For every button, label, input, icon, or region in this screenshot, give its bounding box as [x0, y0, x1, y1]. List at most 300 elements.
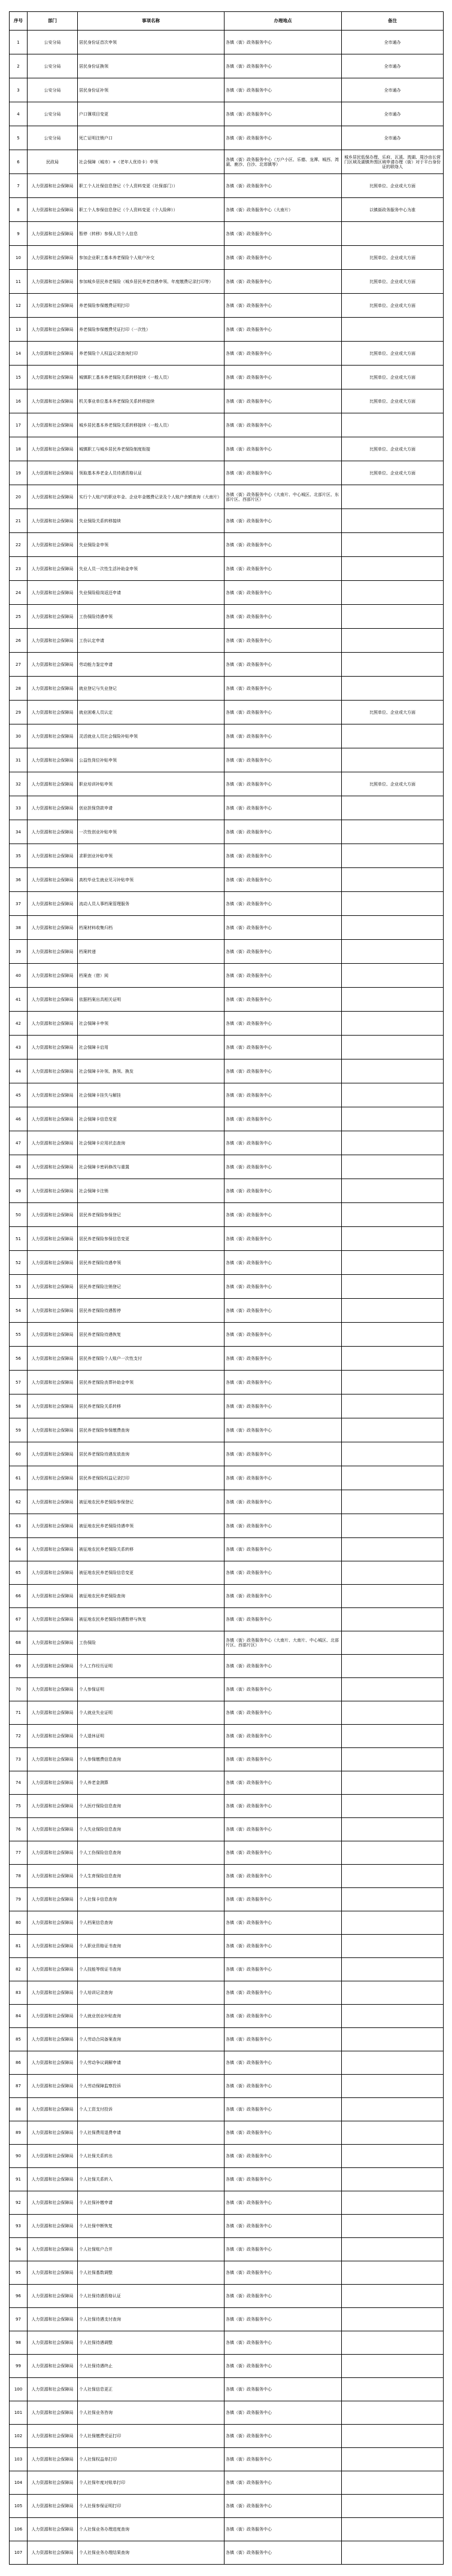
cell-dept: 人力资源和社会保障局: [28, 988, 78, 1012]
cell-no: 103: [10, 2448, 28, 2471]
cell-item-name: 被征地农民养老保险关系转移: [78, 1538, 225, 1561]
table-row: [10, 1655, 444, 1678]
cell-no: 94: [10, 2238, 28, 2261]
cell-location: 各镇（街）政务服务中心: [225, 31, 342, 54]
cell-note: [342, 1203, 444, 1227]
cell-item-name: 个人社保参保证明打印: [78, 2495, 225, 2518]
cell-note: [342, 1251, 444, 1275]
cell-no: 55: [10, 1323, 28, 1347]
cell-item-name: 被征地农民养老保险参保登记: [78, 1490, 225, 1514]
cell-note: [342, 509, 444, 533]
table-row: [10, 2518, 444, 2541]
cell-no: 38: [10, 916, 28, 940]
cell-dept: 人力资源和社会保障局: [28, 2215, 78, 2238]
table-row: [10, 366, 444, 389]
cell-note: [342, 629, 444, 653]
cell-note: [342, 1631, 444, 1655]
cell-no: 9: [10, 222, 28, 246]
cell-note: 以镇街政务服务中心为准: [342, 198, 444, 222]
table-row: [10, 1841, 444, 1865]
cell-no: 95: [10, 2261, 28, 2285]
table-row: [10, 2028, 444, 2051]
cell-dept: 人力资源和社会保障局: [28, 437, 78, 461]
table-row: [10, 940, 444, 964]
table-row: [10, 1227, 444, 1251]
cell-dept: 人力资源和社会保障局: [28, 940, 78, 964]
cell-location: 各镇（街）政务服务中心: [225, 1275, 342, 1299]
cell-note: 比照单位、企业或大方面: [342, 246, 444, 270]
cell-note: [342, 2471, 444, 2495]
table-row: [10, 78, 444, 102]
table-row: [10, 1203, 444, 1227]
cell-note: [342, 724, 444, 748]
table-row: [10, 748, 444, 772]
cell-item-name: 居民养老保险待遇暂停: [78, 1299, 225, 1323]
cell-dept: 人力资源和社会保障局: [28, 1418, 78, 1442]
cell-item-name: 被征地农民养老保险待遇暂停与恢复: [78, 1608, 225, 1631]
cell-item-name: 城乡居民基本养老保险关系转移接续（一般人员）: [78, 413, 225, 437]
cell-item-name: 个人档案信息查询: [78, 1911, 225, 1935]
cell-item-name: 城镇职工与城乡居民养老保险制度衔接: [78, 437, 225, 461]
cell-no: 75: [10, 1795, 28, 1818]
cell-dept: 人力资源和社会保障局: [28, 1394, 78, 1418]
table-row: [10, 1131, 444, 1155]
cell-dept: 人力资源和社会保障局: [28, 246, 78, 270]
table-row: [10, 581, 444, 605]
cell-dept: 人力资源和社会保障局: [28, 2145, 78, 2168]
cell-no: 64: [10, 1538, 28, 1561]
cell-item-name: 个人社保费用退费申请: [78, 2121, 225, 2145]
cell-location: 各镇（街）政务服务中心: [225, 653, 342, 677]
table-row: [10, 916, 444, 940]
cell-no: 34: [10, 820, 28, 844]
cell-item-name: 失业保险稳岗返还申请: [78, 581, 225, 605]
cell-no: 37: [10, 892, 28, 916]
table-row: [10, 796, 444, 820]
cell-no: 101: [10, 2401, 28, 2425]
cell-dept: 人力资源和社会保障局: [28, 2261, 78, 2285]
cell-note: [342, 485, 444, 509]
table-row: [10, 988, 444, 1012]
cell-location: 各镇（街）政务服务中心: [225, 2495, 342, 2518]
cell-no: 85: [10, 2028, 28, 2051]
cell-dept: 人力资源和社会保障局: [28, 1608, 78, 1631]
cell-note: [342, 2005, 444, 2028]
cell-location: 各镇（街）政务服务中心: [225, 102, 342, 126]
table-row: [10, 533, 444, 557]
cell-item-name: 个人参保证明: [78, 1678, 225, 1701]
cell-note: 比照单位、企业或大方面: [342, 389, 444, 413]
table-row: [10, 270, 444, 294]
cell-item-name: 居民养老保险待遇恢复: [78, 1323, 225, 1347]
cell-location: 各镇（街）政务服务中心: [225, 1418, 342, 1442]
cell-dept: 人力资源和社会保障局: [28, 1323, 78, 1347]
cell-dept: 公安分局: [28, 78, 78, 102]
cell-note: [342, 1107, 444, 1131]
cell-location: 各镇（街）政务服务中心: [225, 940, 342, 964]
cell-dept: 人力资源和社会保障局: [28, 2238, 78, 2261]
cell-location: 各镇（街）政务服务中心: [225, 1701, 342, 1725]
cell-note: [342, 2238, 444, 2261]
cell-location: 各镇（街）政务服务中心: [225, 1818, 342, 1841]
cell-no: 26: [10, 629, 28, 653]
cell-item-name: 公益性岗位补贴申领: [78, 748, 225, 772]
cell-item-name: 居民身份证补领: [78, 78, 225, 102]
cell-dept: 人力资源和社会保障局: [28, 1958, 78, 1981]
cell-item-name: 养老保险参保缴费证明打印: [78, 294, 225, 318]
cell-item-name: 居民身份证换领: [78, 54, 225, 78]
cell-dept: 人力资源和社会保障局: [28, 1538, 78, 1561]
cell-location: 各镇（街）政务服务中心: [225, 677, 342, 701]
table-row: [10, 1888, 444, 1911]
cell-dept: 人力资源和社会保障局: [28, 1131, 78, 1155]
cell-no: 35: [10, 844, 28, 868]
table-row: [10, 461, 444, 485]
cell-no: 7: [10, 174, 28, 198]
cell-note: [342, 796, 444, 820]
cell-item-name: 个人社保待遇支付查询: [78, 2308, 225, 2331]
cell-item-name: 个人医疗保险信息查询: [78, 1795, 225, 1818]
cell-location: 各镇（街）政务服务中心: [225, 270, 342, 294]
cell-location: 各镇（街）政务服务中心: [225, 629, 342, 653]
table-row: [10, 1818, 444, 1841]
cell-location: 各镇（街）政务服务中心: [225, 1725, 342, 1748]
cell-location: 各镇（街）政务服务中心: [225, 2075, 342, 2098]
cell-item-name: 个人劳动保障监察投诉: [78, 2075, 225, 2098]
cell-location: 各镇（街）政务服务中心: [225, 796, 342, 820]
table-row: [10, 2191, 444, 2215]
cell-no: 98: [10, 2331, 28, 2355]
cell-note: [342, 677, 444, 701]
cell-location: 各镇（街）政务服务中心（大南片、大南片、中心城区、北部片区、西部片区）: [225, 1631, 342, 1655]
cell-no: 49: [10, 1179, 28, 1203]
cell-note: [342, 1012, 444, 1036]
cell-location: 各镇（街）政务服务中心: [225, 772, 342, 796]
table-row: [10, 1036, 444, 1059]
cell-item-name: 求职创业补贴申领: [78, 844, 225, 868]
cell-dept: 人力资源和社会保障局: [28, 1203, 78, 1227]
cell-note: [342, 2355, 444, 2378]
cell-location: 各镇（街）政务服务中心: [225, 2028, 342, 2051]
cell-item-name: 死亡证明注销户口: [78, 126, 225, 150]
cell-dept: 人力资源和社会保障局: [28, 2005, 78, 2028]
cell-item-name: 创业担保贷款申请: [78, 796, 225, 820]
table-row: [10, 1107, 444, 1131]
cell-no: 63: [10, 1514, 28, 1538]
cell-location: 各镇（街）政务服务中心: [225, 1585, 342, 1608]
cell-dept: 人力资源和社会保障局: [28, 1275, 78, 1299]
cell-dept: 人力资源和社会保障局: [28, 2098, 78, 2121]
cell-no: 71: [10, 1701, 28, 1725]
cell-location: 各镇（街）政务服务中心: [225, 868, 342, 892]
cell-note: 比照单位、企业或大方面: [342, 174, 444, 198]
cell-dept: 人力资源和社会保障局: [28, 342, 78, 366]
cell-location: 各镇（街）政务服务中心: [225, 1608, 342, 1631]
cell-dept: 公安分局: [28, 102, 78, 126]
cell-note: [342, 1347, 444, 1371]
table-row: [10, 1155, 444, 1179]
table-row: [10, 2145, 444, 2168]
table-row: [10, 150, 444, 174]
table-row: [10, 1394, 444, 1418]
cell-no: 54: [10, 1299, 28, 1323]
table-row: [10, 174, 444, 198]
cell-no: 21: [10, 509, 28, 533]
cell-dept: 人力资源和社会保障局: [28, 1012, 78, 1036]
cell-no: 86: [10, 2051, 28, 2075]
table-row: [10, 413, 444, 437]
cell-note: [342, 1561, 444, 1585]
cell-dept: 人力资源和社会保障局: [28, 1561, 78, 1585]
cell-dept: 人力资源和社会保障局: [28, 389, 78, 413]
cell-item-name: 居民养老保险权益记录打印: [78, 1466, 225, 1490]
cell-dept: 人力资源和社会保障局: [28, 892, 78, 916]
cell-item-name: 就业登记与失业登记: [78, 677, 225, 701]
cell-note: 全市通办: [342, 78, 444, 102]
cell-dept: 人力资源和社会保障局: [28, 1935, 78, 1958]
table-row: [10, 437, 444, 461]
cell-note: [342, 2308, 444, 2331]
cell-note: [342, 1371, 444, 1394]
cell-location: 各镇（街）政务服务中心: [225, 389, 342, 413]
cell-location: 各镇（街）政务服务中心: [225, 1059, 342, 1083]
cell-item-name: 个人工作经历证明: [78, 1655, 225, 1678]
cell-location: 各镇（街）政务服务中心: [225, 1678, 342, 1701]
cell-note: [342, 1795, 444, 1818]
cell-note: [342, 1865, 444, 1888]
cell-dept: 人力资源和社会保障局: [28, 2028, 78, 2051]
table-row: [10, 1795, 444, 1818]
cell-location: 各镇（街）政务服务中心: [225, 2261, 342, 2285]
table-row: [10, 2308, 444, 2331]
cell-no: 66: [10, 1585, 28, 1608]
cell-item-name: 职工个人参保信息登记（个人资料变更（个人险种））: [78, 198, 225, 222]
cell-note: [342, 2168, 444, 2191]
cell-dept: 人力资源和社会保障局: [28, 1299, 78, 1323]
cell-dept: 人力资源和社会保障局: [28, 2051, 78, 2075]
cell-no: 24: [10, 581, 28, 605]
cell-dept: 人力资源和社会保障局: [28, 2075, 78, 2098]
cell-location: 各镇（街）政务服务中心: [225, 2191, 342, 2215]
cell-item-name: 个人工伤保险信息查询: [78, 1841, 225, 1865]
cell-dept: 人力资源和社会保障局: [28, 629, 78, 653]
cell-item-name: 个人劳动合同备案查询: [78, 2028, 225, 2051]
cell-location: 各镇（街）政务服务中心: [225, 2005, 342, 2028]
cell-dept: 公安分局: [28, 126, 78, 150]
cell-no: 52: [10, 1251, 28, 1275]
cell-item-name: 社会保障卡应用状态查询: [78, 1131, 225, 1155]
cell-location: 各镇（街）政务服务中心: [225, 2378, 342, 2401]
table-row: [10, 1981, 444, 2005]
cell-note: [342, 2051, 444, 2075]
cell-note: [342, 1490, 444, 1514]
cell-no: 106: [10, 2518, 28, 2541]
header-dept: 部门: [28, 12, 78, 31]
cell-no: 51: [10, 1227, 28, 1251]
cell-no: 2: [10, 54, 28, 78]
table-row: [10, 557, 444, 581]
cell-note: [342, 1981, 444, 2005]
cell-item-name: 居民养老保险待遇发放查询: [78, 1442, 225, 1466]
table-row: [10, 964, 444, 988]
cell-dept: 人力资源和社会保障局: [28, 748, 78, 772]
cell-location: 各镇（街）政务服务中心: [225, 1466, 342, 1490]
cell-dept: 人力资源和社会保障局: [28, 1371, 78, 1394]
cell-dept: 人力资源和社会保障局: [28, 509, 78, 533]
table-row: [10, 1466, 444, 1490]
table-row: [10, 2331, 444, 2355]
cell-item-name: 社会保障（城市）+（老年人优待卡）申领: [78, 150, 225, 174]
table-row: [10, 892, 444, 916]
cell-item-name: 个人技能等级证书查询: [78, 1958, 225, 1981]
cell-no: 99: [10, 2355, 28, 2378]
table-row: [10, 2285, 444, 2308]
cell-note: 全市通办: [342, 54, 444, 78]
cell-note: [342, 1442, 444, 1466]
cell-no: 3: [10, 78, 28, 102]
cell-dept: 人力资源和社会保障局: [28, 270, 78, 294]
cell-note: [342, 2098, 444, 2121]
table-row: [10, 342, 444, 366]
cell-item-name: 居民身份证首次申领: [78, 31, 225, 54]
table-row: [10, 1701, 444, 1725]
cell-no: 22: [10, 533, 28, 557]
cell-location: 各镇（街）政务服务中心: [225, 174, 342, 198]
cell-no: 69: [10, 1655, 28, 1678]
cell-location: 各镇（街）政务服务中心: [225, 1131, 342, 1155]
cell-location: 各镇（街）政务服务中心: [225, 1251, 342, 1275]
cell-note: [342, 1538, 444, 1561]
cell-dept: 人力资源和社会保障局: [28, 1347, 78, 1371]
cell-no: 61: [10, 1466, 28, 1490]
cell-no: 46: [10, 1107, 28, 1131]
table-row: [10, 222, 444, 246]
cell-note: [342, 1935, 444, 1958]
cell-location: 各镇（街）政务服务中心（万户小区、乐德、龙潭、城西、湾湖、鹿沙、白沙、北郊镇等）: [225, 150, 342, 174]
cell-note: 比照单位、企业或大方面: [342, 270, 444, 294]
cell-item-name: 一次性创业补贴申领: [78, 820, 225, 844]
cell-no: 14: [10, 342, 28, 366]
cell-location: 各镇（街）政务服务中心: [225, 2355, 342, 2378]
cell-no: 11: [10, 270, 28, 294]
cell-no: 27: [10, 653, 28, 677]
cell-note: [342, 1227, 444, 1251]
cell-item-name: 居民养老保险参保信息变更: [78, 1227, 225, 1251]
cell-note: [342, 1958, 444, 1981]
cell-no: 88: [10, 2098, 28, 2121]
cell-dept: 人力资源和社会保障局: [28, 2191, 78, 2215]
cell-dept: 人力资源和社会保障局: [28, 2518, 78, 2541]
cell-note: [342, 2425, 444, 2448]
table-row: [10, 1012, 444, 1036]
cell-dept: 人力资源和社会保障局: [28, 677, 78, 701]
cell-no: 67: [10, 1608, 28, 1631]
cell-dept: 人力资源和社会保障局: [28, 1083, 78, 1107]
cell-note: [342, 868, 444, 892]
cell-no: 33: [10, 796, 28, 820]
cell-item-name: 个人社保补缴申请: [78, 2191, 225, 2215]
cell-no: 8: [10, 198, 28, 222]
cell-item-name: 个人社保待遇资格认证: [78, 2285, 225, 2308]
cell-note: 比照单位、企业或大方面: [342, 437, 444, 461]
cell-note: [342, 413, 444, 437]
cell-item-name: 工伤保险待遇申领: [78, 605, 225, 629]
cell-dept: 人力资源和社会保障局: [28, 2471, 78, 2495]
cell-item-name: 个人社保业务咨询: [78, 2401, 225, 2425]
cell-location: 各镇（街）政务服务中心: [225, 1107, 342, 1131]
cell-dept: 人力资源和社会保障局: [28, 198, 78, 222]
cell-dept: 人力资源和社会保障局: [28, 2121, 78, 2145]
cell-dept: 人力资源和社会保障局: [28, 557, 78, 581]
cell-dept: 人力资源和社会保障局: [28, 844, 78, 868]
cell-location: 各镇（街）政务服务中心: [225, 1203, 342, 1227]
cell-no: 76: [10, 1818, 28, 1841]
cell-note: [342, 2261, 444, 2285]
cell-no: 102: [10, 2425, 28, 2448]
cell-no: 60: [10, 1442, 28, 1466]
cell-item-name: 社会保障卡启用: [78, 1036, 225, 1059]
table-header-row: [10, 12, 444, 31]
cell-note: [342, 1036, 444, 1059]
cell-item-name: 个人社保业务办理进度查询: [78, 2518, 225, 2541]
cell-note: [342, 1299, 444, 1323]
cell-item-name: 个人社保关系转出: [78, 2145, 225, 2168]
cell-note: [342, 1466, 444, 1490]
cell-location: 各镇（街）政务服务中心: [225, 342, 342, 366]
cell-location: 各镇（街）政务服务中心: [225, 1036, 342, 1059]
cell-location: 各镇（街）政务服务中心: [225, 2098, 342, 2121]
cell-note: [342, 318, 444, 342]
cell-item-name: 职业培训补贴申领: [78, 772, 225, 796]
cell-note: [342, 2378, 444, 2401]
cell-dept: 人力资源和社会保障局: [28, 2168, 78, 2191]
cell-note: [342, 1514, 444, 1538]
cell-item-name: 高校毕业生就业见习补贴申领: [78, 868, 225, 892]
cell-dept: 人力资源和社会保障局: [28, 1701, 78, 1725]
cell-note: [342, 1155, 444, 1179]
cell-dept: 人力资源和社会保障局: [28, 461, 78, 485]
cell-location: 各镇（街）政务服务中心: [225, 1561, 342, 1585]
cell-note: [342, 1323, 444, 1347]
cell-location: 各镇（街）政务服务中心: [225, 126, 342, 150]
table-row: [10, 198, 444, 222]
cell-note: [342, 1608, 444, 1631]
cell-note: [342, 1771, 444, 1795]
cell-no: 20: [10, 485, 28, 509]
table-row: [10, 2261, 444, 2285]
table-row: [10, 1935, 444, 1958]
cell-no: 44: [10, 1059, 28, 1083]
cell-location: 各镇（街）政务服务中心: [225, 318, 342, 342]
cell-dept: 人力资源和社会保障局: [28, 413, 78, 437]
cell-no: 93: [10, 2215, 28, 2238]
cell-location: 各镇（街）政务服务中心: [225, 2215, 342, 2238]
cell-location: 各镇（街）政务服务中心: [225, 748, 342, 772]
cell-location: 各镇（街）政务服务中心: [225, 701, 342, 724]
cell-dept: 人力资源和社会保障局: [28, 1678, 78, 1701]
table-row: [10, 2168, 444, 2191]
cell-item-name: 社会保障卡补领、换领、换发: [78, 1059, 225, 1083]
cell-no: 81: [10, 1935, 28, 1958]
cell-item-name: 个人社保基数调整: [78, 2261, 225, 2285]
cell-location: 各镇（街）政务服务中心: [225, 581, 342, 605]
cell-note: [342, 222, 444, 246]
header-note: 备注: [342, 12, 444, 31]
cell-note: [342, 2145, 444, 2168]
cell-item-name: 参加城乡居民养老保险（城乡居民养老待遇申领、年度缴费记录打印等）: [78, 270, 225, 294]
cell-no: 58: [10, 1394, 28, 1418]
cell-no: 16: [10, 389, 28, 413]
